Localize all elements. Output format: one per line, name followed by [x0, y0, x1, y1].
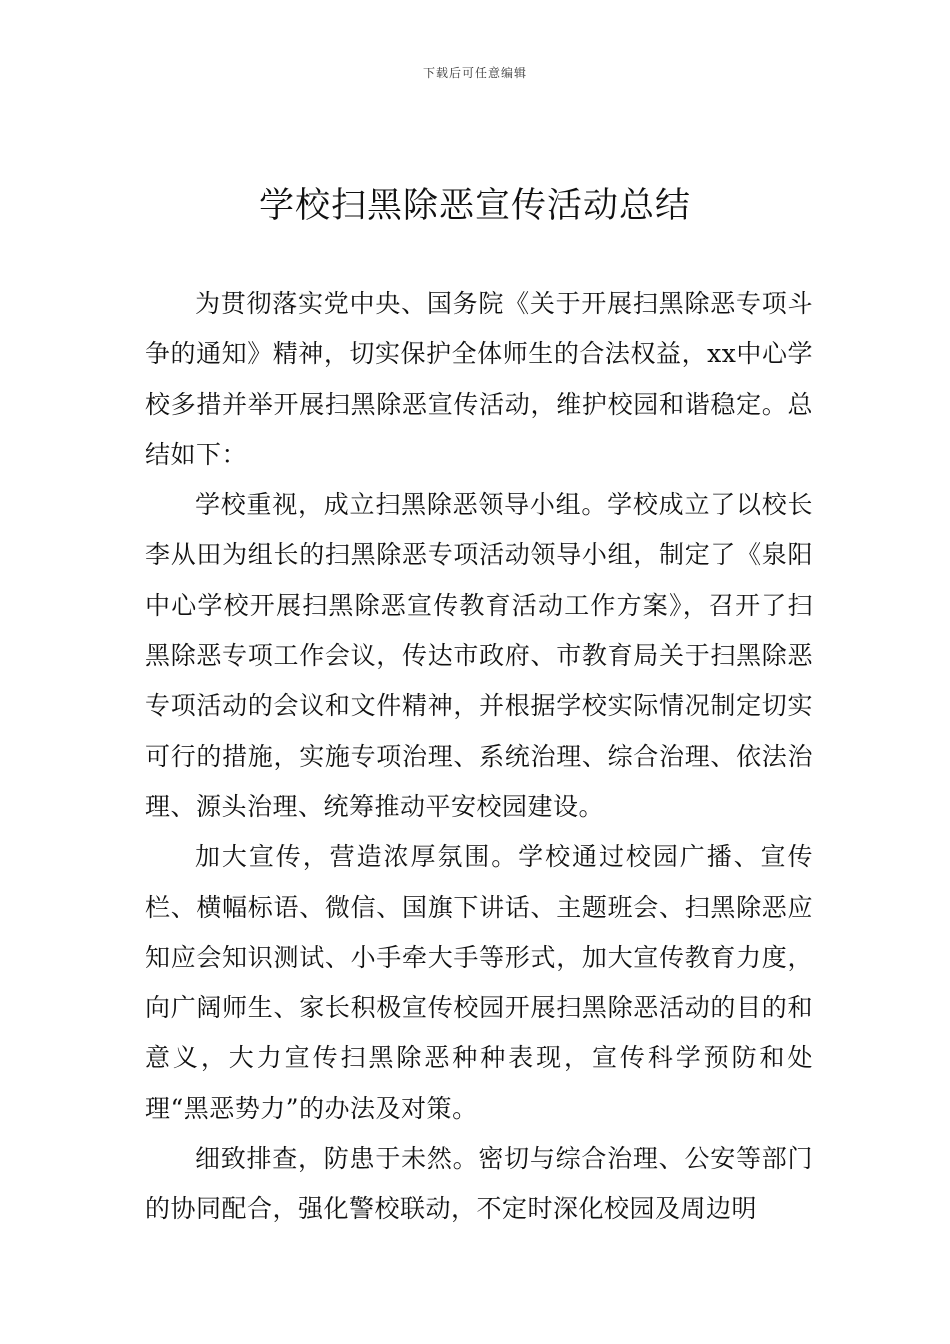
- paragraph-publicity: 加大宣传，营造浓厚氛围。学校通过校园广播、宣传栏、横幅标语、微信、国旗下讲话、主题班会、扫黑除恶应知应会知识测试、小手牵大手等形式，加大宣传教育力度，向广阔师生、家长积极宣传校园开展扫黑除恶活动的目的和意义，大力宣传扫黑除恶种种表现，宣传科学预防和处理“黑恶势力”的办法及对策。: [145, 842, 813, 1123]
- document-title: 学校扫黑除恶宣传活动总结: [258, 186, 691, 226]
- header-note: 下载后可任意编辑: [422, 66, 527, 80]
- paragraph-intro: 为贯彻落实党中央、国务院《关于开展扫黑除恶专项斗争的通知》精神，切实保护全体师生的合法权益，xx中心学校多措并举开展扫黑除恶宣传活动，维护校园和谐稳定。总结如下：: [145, 289, 813, 469]
- paragraph-leadership: 学校重视，成立扫黑除恶领导小组。学校成立了以校长李从田为组长的扫黑除恶专项活动领导小组，制定了《泉阳中心学校开展扫黑除恶宣传教育活动工作方案》，召开了扫黑除恶专项工作会议，传达市政府、市教育局关于扫黑除恶专项活动的会议和文件精神，并根据学校实际情况制定切实可行的措施，实施专项治理、系统治理、综合治理、依法治理、源头治理、统筹推动平安校园建设。: [145, 490, 813, 821]
- paragraph-investigation: 细致排查，防患于未然。密切与综合治理、公安等部门的协同配合，强化警校联动，不定时深化校园及周边明: [145, 1144, 813, 1224]
- document-body: [145, 279, 813, 1235]
